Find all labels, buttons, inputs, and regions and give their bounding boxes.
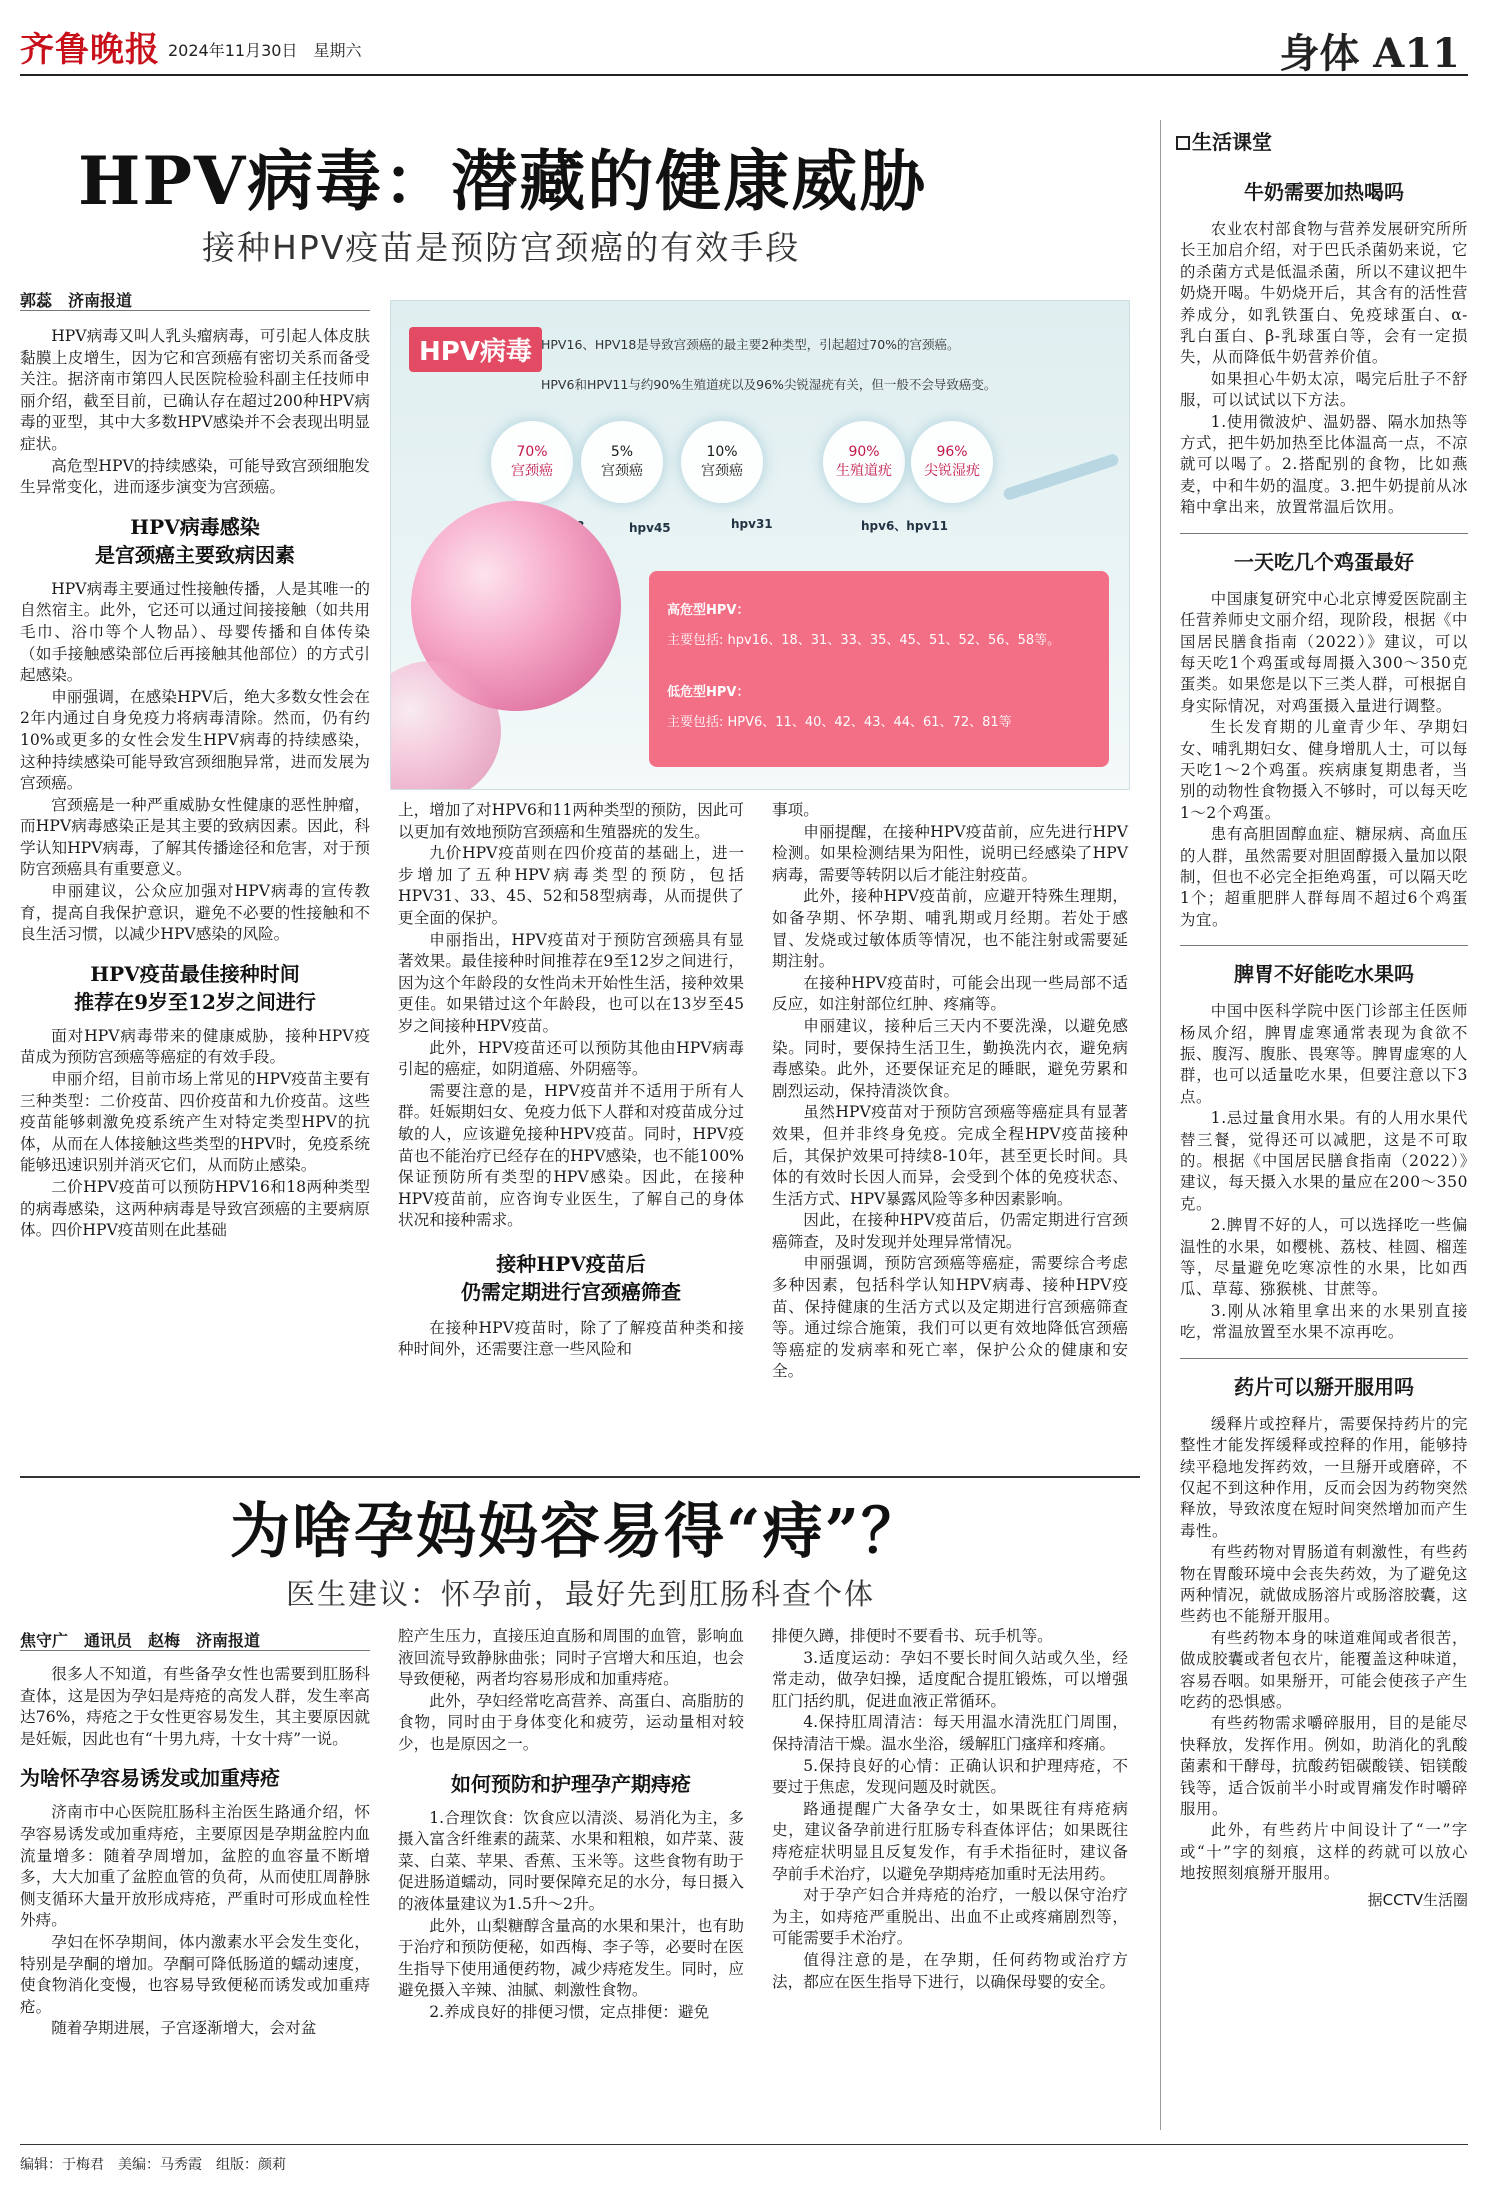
paragraph: 事项。 (772, 801, 819, 819)
article1-title: HPV病毒：潜藏的健康威胁 (78, 142, 928, 220)
type-tag: hpv31 (731, 517, 773, 531)
stat-bubble: 70% 宫颈癌 (491, 421, 573, 503)
article2-byline: 焦守广 通讯员 赵梅 济南报道 (20, 1631, 261, 1650)
article1-subhead-2: HPV疫苗最佳接种时间 推荐在9岁至12岁之间进行 (74, 961, 316, 1014)
paragraph: 在接种HPV疫苗时，可能会出现一些局部不适反应，如注射部位红肿、疼痛等。 (772, 973, 1128, 1014)
article2-column-1 (20, 1664, 370, 2040)
paragraph: 1.使用微波炉、温奶器、隔水加热等方式，把牛奶加热至比体温高一点，不凉就可以喝了。2.搭配别的食物，比如燕麦，中和牛奶的温度。3.把牛奶提前从冰箱中拿出来，放置常温后饮用。 (1180, 412, 1468, 517)
high-risk-title: 高危型HPV： (667, 603, 750, 618)
newspaper-logo: 齐鲁晚报 (20, 30, 160, 70)
paragraph: 申丽提醒，在接种HPV疫苗前，应先进行HPV检测。如果检测结果为阳性，说明已经感染了HPV病毒，需要等转阴以后才能注射疫苗。 (772, 822, 1128, 884)
article2-subtitle: 医生建议：怀孕前，最好先到肛肠科查个体 (286, 1577, 876, 1611)
paragraph: 在接种HPV疫苗时，除了了解疫苗种类和接种时间外，还需要注意一些风险和 (398, 1318, 744, 1359)
stat-bubble: 5% 宫颈癌 (581, 421, 663, 503)
paragraph: 腔产生压力，直接压迫直肠和周围的血管，影响血液回流导致静脉曲张；同时子宫增大和压迫，也会导致便秘，两者均容易形成和加重痔疮。 (398, 1627, 744, 1689)
paragraph: 济南市中心医院肛肠科主治医生路通介绍，怀孕容易诱发或加重痔疮，主要原因是孕期盆腔内血流量增多：随着孕周增加，盆腔的血容量不断增多，大大加重了盆腔血管的负荷，从而使肛周静脉侧支循环大量开放形成痔疮，严重时可形成血栓性外痔。 (20, 1803, 370, 1930)
section-title: 脾胃不好能吃水果吗 (1234, 962, 1414, 987)
paragraph: 此外，孕妇经常吃高营养、高蛋白、高脂肪的食物，同时由于身体变化和疲劳，运动量相对较少，也是原因之一。 (398, 1691, 744, 1753)
paragraph: 1.合理饮食：饮食应以清淡、易消化为主，多摄入富含纤维素的蔬菜、水果和粗粮，如芹菜、菠菜、白菜、苹果、香蕉、玉米等。这些食物有助于促进肠道蠕动，同时要保障充足的水分，每日摄入的液体量建议为1.5升～2升。 (398, 1808, 744, 1913)
article1-column-3 (772, 800, 1128, 1383)
paragraph: 5.保持良好的心情：正确认识和护理痔疮，不要过于焦虑，发现问题及时就医。 (772, 1756, 1128, 1797)
paragraph: 高危型HPV的持续感染，可能导致宫颈细胞发生异常变化，进而逐步演变为宫颈癌。 (20, 456, 370, 497)
paragraph: 2.脾胃不好的人，可以选择吃一些偏温性的水果，如樱桃、荔枝、桂圆、榴莲等，尽量避免吃寒凉性的水果，比如西瓜、草莓、猕猴桃、甘蔗等。 (1180, 1216, 1468, 1299)
page-section: 身体 A11 (1279, 30, 1460, 77)
paragraph: 随着孕期进展，子宫逐渐增大，会对盆 (51, 2019, 317, 2038)
paragraph: 此外，接种HPV疫苗前，应避开特殊生理期，如备孕期、怀孕期、哺乳期或月经期。若处于感冒、发烧或过敏体质等情况，也不能注射或需要延期注射。 (772, 887, 1128, 971)
paragraph: 孕妇在怀孕期间，体内激素水平会发生变化，特别是孕酮的增加。孕酮可降低肠道的蠕动速度，使食物消化变慢，也容易导致便秘而诱发或加重痔疮。 (20, 1932, 370, 2016)
low-risk-title: 低危型HPV： (667, 685, 750, 700)
column-header: 生活课堂 (1176, 126, 1468, 155)
paragraph: 4.保持肛周清洁：每天用温水清洗肛门周围，保持清洁干燥。温水坐浴，缓解肛门瘙痒和疼痛。 (772, 1713, 1128, 1753)
editor-credits: 编辑：于梅君 美编：马秀霞 组版：颜莉 (20, 2157, 286, 2173)
stat-bubble: 10% 宫颈癌 (681, 421, 763, 503)
infographic-title: HPV病毒 (409, 327, 542, 372)
low-risk-list: 主要包括: HPV6、11、40、42、43、44、61、72、81等 (667, 715, 1012, 730)
article1-subhead-3: 接种HPV疫苗后 仍需定期进行宫颈癌筛查 (461, 1251, 681, 1304)
masthead (20, 18, 1468, 76)
paragraph: 申丽建议，接种后三天内不要洗澡，以避免感染。同时，要保持生活卫生，勤换洗内衣，避免病毒感染。此外，还要保证充足的睡眠，避免劳累和剧烈运动，保持清淡饮食。 (772, 1016, 1128, 1100)
article2-subhead-2: 如何预防和护理孕产期痔疮 (451, 1771, 691, 1796)
paragraph: 申丽强调，预防宫颈癌等癌症，需要综合考虑多种因素，包括科学认知HPV病毒、接种HPV疫苗、保持健康的生活方式以及定期进行宫颈癌筛查等。通过综合施策，我们可以更有效地降低宫颈癌等癌症的发病率和死亡率，保护公众的健康和安全。 (772, 1254, 1128, 1381)
paragraph: HPV病毒主要通过性接触传播，人是其唯一的自然宿主。此外，它还可以通过间接接触（如共用毛巾、浴巾等个人物品）、母婴传播和自体传染（如手接触感染部位后再接触其他部位）的方式引起感染。 (20, 579, 370, 685)
article1-subhead-1: HPV病毒感染 是宫颈癌主要致病因素 (95, 514, 295, 567)
paragraph: 患有高胆固醇血症、糖尿病、高血压的人群，虽然需要对胆固醇摄入量加以限制，但也不必完全拒绝鸡蛋，可以隔天吃1个；超重肥胖人群每周不超过6个鸡蛋为宜。 (1180, 825, 1468, 929)
paragraph: 申丽介绍，目前市场上常见的HPV疫苗主要有三种类型：二价疫苗、四价疫苗和九价疫苗。这些疫苗能够刺激免疫系统产生对特定类型HPV的抗体，从而在人体接触这些类型的HPV时，免疫系统能够迅速识别并消灭它们，从而防止感染。 (20, 1070, 370, 1175)
paragraph: 申丽建议，公众应加强对HPV病毒的宣传教育，提高自我保护意识，避免不必要的性接触和不良生活习惯，以减少HPV感染的风险。 (20, 882, 370, 944)
stat-bubble: 90% 生殖道疣 (823, 421, 905, 503)
paragraph: 二价HPV疫苗可以预防HPV16和18两种类型的病毒感染，这两种病毒是导致宫颈癌的主要病原体。四价HPV疫苗则在此基础 (20, 1178, 370, 1240)
paragraph: 申丽强调，在感染HPV后，绝大多数女性会在2年内通过自身免疫力将病毒清除。然而，仍有约10%或更多的女性会发生HPV病毒的持续感染，这种持续感染可能导致宫颈细胞异常，进而发展为宫颈癌。 (20, 687, 370, 793)
paragraph: 值得注意的是，在孕期，任何药物或治疗方法，都应在医生指导下进行，以确保母婴的安全。 (772, 1950, 1128, 1991)
paragraph: 对于孕产妇合并痔疮的治疗，一般以保守治疗为主，如痔疮严重脱出、出血不止或疼痛剧烈等，可能需要手术治疗。 (772, 1886, 1128, 1948)
article2-column-3 (772, 1626, 1128, 1993)
infographic-line-1: HPV16、HPV18是导致宫颈癌的最主要2种类型，引起超过70%的宫颈癌。 (541, 337, 960, 352)
paragraph: 九价HPV疫苗则在四价疫苗的基础上，进一步增加了五种HPV病毒类型的预防，包括HPV31、33、45、52和58型病毒，从而提供了更全面的保护。 (398, 844, 744, 927)
type-tag: hpv6、hpv11 (861, 519, 948, 533)
section-title: 牛奶需要加热喝吗 (1244, 180, 1404, 204)
stat-bubble: 96% 尖锐湿疣 (911, 421, 993, 503)
paragraph: 很多人不知道，有些备孕女性也需要到肛肠科查体，这是因为孕妇是痔疮的高发人群，发生率高达76%，痔疮之于女性更容易发生，其主要原因就是妊娠，因此也有“十男九痔，十女十痔”一说。 (20, 1665, 370, 1748)
paragraph: 因此，在接种HPV疫苗后，仍需定期进行宫颈癌筛查，及时发现并处理异常情况。 (772, 1211, 1128, 1251)
section-title: 一天吃几个鸡蛋最好 (1234, 549, 1414, 574)
paragraph: 宫颈癌是一种严重威胁女性健康的恶性肿瘤，而HPV病毒感染正是其主要的致病因素。因此，科学认知HPV病毒，了解其传播途径和危害，对于预防宫颈癌具有重要意义。 (20, 795, 370, 879)
paragraph: 2.养成良好的排便习惯，定点排便：避免 (429, 2002, 710, 2021)
article2-subhead-1: 为啥怀孕容易诱发或加重痔疮 (20, 1766, 280, 1791)
paragraph: 3.适度运动：孕妇不要长时间久站或久坐，经常走动，做孕妇操，适度配合提肛锻炼，可以增强肛门括约肌，促进血液正常循环。 (772, 1648, 1128, 1710)
paragraph: 如果担心牛奶太凉，喝完后肚子不舒服，可以试试以下方法。 (1180, 369, 1468, 410)
life-section (1180, 176, 1468, 1910)
paragraph: 中国康复研究中心北京博爱医院副主任营养师史文丽介绍，现阶段，根据《中国居民膳食指南（2022）》建议，可以每天吃1个鸡蛋或每周摄入300～350克蛋类。如果您是以下三类人群，可根据自身实际情况，对鸡蛋摄入量进行调整。 (1180, 589, 1468, 715)
paragraph: 缓释片或控释片，需要保持药片的完整性才能发挥缓释或控释的作用，能够持续平稳地发挥药效，一旦掰开或磨碎，不仅起不到这种作用，反而会因为药物突然释放，导致浓度在短时间突然增加而产生毒性。 (1180, 1414, 1468, 1540)
paragraph: 有些药物本身的味道难闻或者很苦，做成胶囊或者包衣片，能覆盖这种味道，容易吞咽。如果掰开，可能会使孩子产生吃药的恐惧感。 (1180, 1628, 1468, 1711)
paragraph: HPV病毒又叫人乳头瘤病毒，可引起人体皮肤黏膜上皮增生，因为它和宫颈癌有密切关系而备受关注。据济南市第四人民医院检验科副主任技师申丽介绍，截至目前，已确认存在超过200种HPV病毒的亚型，其中大多数HPV感染并不会表现出明显症状。 (20, 327, 370, 453)
article1-column-1 (20, 326, 370, 1242)
paragraph: 3.刚从冰箱里拿出来的水果别直接吃，常温放置至水果不凉再吃。 (1180, 1301, 1468, 1342)
article2-title: 为啥孕妈妈容易得“痔”？ (230, 1497, 924, 1567)
syringe-icon (1002, 453, 1120, 501)
paragraph: 农业农村部食物与营养发展研究所所长王加启介绍，对于巴氏杀菌奶来说，它的杀菌方式是低温杀菌，所以不建议把牛奶烧开喝。牛奶烧开后，其含有的活性营养成分，如乳铁蛋白、免疫球蛋白、α-乳白蛋白、β-乳球蛋白等，会有一定损失，从而降低牛奶营养价值。 (1180, 220, 1468, 367)
paragraph: 面对HPV病毒带来的健康威胁，接种HPV疫苗成为预防宫颈癌等癌症的有效手段。 (20, 1026, 370, 1067)
paragraph: 此外，HPV疫苗还可以预防其他由HPV病毒引起的癌症，如阴道癌、外阴癌等。 (398, 1038, 744, 1079)
paragraph: 路通提醒广大备孕女士，如果既往有痔疮病史，建议备孕前进行肛肠专科查体评估；如果既往痔疮症状明显且反复发作，有手术指征时，建议备孕前手术治疗，以避免孕期痔疮加重时无法用药。 (772, 1799, 1128, 1883)
paragraph: 中国中医科学院中医门诊部主任医师杨凤介绍，脾胃虚寒通常表现为食欲不振、腹泻、腹胀、畏寒等。脾胃虚寒的人群，也可以适量吃水果，但要注意以下3点。 (1180, 1002, 1468, 1106)
paragraph: 需要注意的是，HPV疫苗并不适用于所有人群。妊娠期妇女、免疫力低下人群和对疫苗成分过敏的人，应该避免接种HPV疫苗。同时，HPV疫苗也不能治疗已经存在的HPV感染，也不能100%保证预防所有类型的HPV感染。因此，在接种HPV疫苗前，应咨询专业医生，了解自己的身体状况和接种需求。 (398, 1081, 744, 1230)
paragraph: 虽然HPV疫苗对于预防宫颈癌等癌症具有显著效果，但并非终身免疫。完成全程HPV疫苗接种后，其保护效果可持续8-10年，甚至更长时间。具体的有效时长因人而异，会受到个体的免疫状态、生活方式、HPV暴露风险等多种因素影响。 (772, 1103, 1128, 1208)
paragraph: 此外，山梨糖醇含量高的水果和果汁，也有助于治疗和预防便秘，如西梅、李子等，必要时在医生指导下使用通便药物，减少痔疮发生。同时，应避免摄入辛辣、油腻、刺激性食物。 (398, 1916, 744, 2000)
paragraph: 有些药物需求嚼碎服用，目的是能尽快释放，发挥作用。例如，助消化的乳酸菌素和干酵母，抗酸药铝碳酸镁、铝镁酸钱等，适合饭前半小时或胃痛发作时嚼碎服用。 (1180, 1714, 1468, 1818)
high-risk-list: 主要包括: hpv16、18、31、33、35、45、51、52、56、58等。 (667, 633, 1061, 648)
section-title: 药片可以掰开服用吗 (1234, 1374, 1414, 1399)
type-tag: hpv45 (629, 521, 671, 535)
paragraph: 有些药物对胃肠道有刺激性，有些药物在胃酸环境中会丧失药效，为了避免这两种情况，就做成肠溶片或肠溶胶囊，这些药也不能掰开服用。 (1180, 1543, 1468, 1626)
paragraph: 生长发育期的儿童青少年、孕期妇女、哺乳期妇女、健身增肌人士，可以每天吃1～2个鸡蛋。疾病康复期患者，当别的动物性食物摄入不够时，可以每天吃1～2个鸡蛋。 (1180, 718, 1468, 822)
infographic-line-2: HPV6和HPV11与约90%生殖道疣以及96%尖锐湿疣有关，但一般不会导致癌变。 (541, 377, 997, 392)
paragraph: 上，增加了对HPV6和11两种类型的预防，因此可以更加有效地预防宫颈癌和生殖器疣的发生。 (398, 801, 744, 841)
article2-column-2 (398, 1626, 744, 2024)
paragraph: 申丽指出，HPV疫苗对于预防宫颈癌具有显著效果。最佳接种时间推荐在9至12岁之间进行，因为这个年龄段的女性尚未开始性生活，接种效果更佳。如果错过这个年龄段，也可以在13岁至45岁之间接种HPV疫苗。 (398, 930, 744, 1035)
hpv-risk-panel (649, 571, 1109, 767)
source-credit: 据CCTV生活圈 (1367, 1890, 1468, 1909)
issue-date: 2024年11月30日 星期六 (168, 41, 362, 60)
box-icon (1176, 136, 1190, 150)
paragraph: 1.忌过量食用水果。有的人用水果代替三餐，觉得还可以减肥，这是不可取的。根据《中国居民膳食指南（2022）》建议，每天摄入水果的量应在200～350克。 (1180, 1109, 1468, 1213)
hpv-infographic (390, 300, 1130, 790)
paragraph: 排便久蹲，排便时不要看书、玩手机等。 (772, 1627, 1053, 1645)
article1-byline: 郭蕊 济南报道 (20, 291, 133, 310)
paragraph: 此外，有些药片中间设计了“一”字或“十”字的刻痕，这样的药就可以放心地按照刻痕掰开服用。 (1180, 1821, 1468, 1883)
article1-column-2 (398, 800, 744, 1361)
article1-subtitle: 接种HPV疫苗是预防宫颈癌的有效手段 (202, 228, 801, 267)
